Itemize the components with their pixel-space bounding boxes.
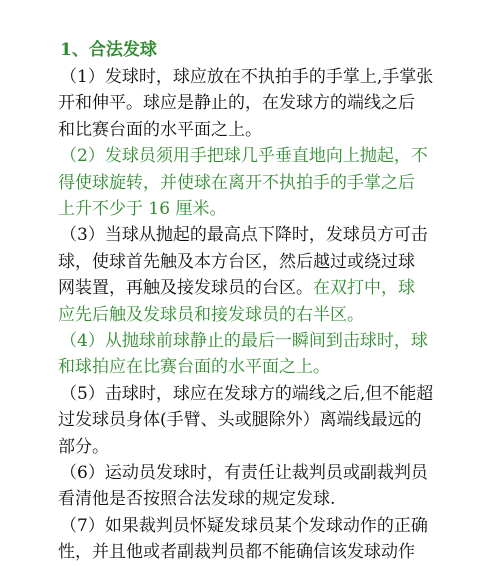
text-segment: 和球拍应在比赛台面的水平面之上。 — [58, 357, 330, 378]
text-line — [58, 539, 415, 565]
text-segment: （4）从抛球前球静止的最后一瞬间到击球时，球 — [60, 331, 428, 351]
text-line — [58, 407, 422, 433]
text-segment: 部分。 — [58, 436, 109, 457]
text-line — [60, 460, 428, 486]
text-line — [58, 90, 415, 116]
text-line — [60, 513, 428, 539]
text-segment: 开和伸平。球应是静止的，在发球方的端线之后 — [58, 93, 415, 114]
text-segment: （6）运动员发球时，有责任让裁判员或副裁判员 — [60, 463, 428, 483]
text-line — [60, 222, 428, 248]
text-line — [58, 486, 335, 512]
text-segment: （3）当球从抛起的最高点下降时，发球员方可击 — [60, 225, 428, 246]
text-line — [58, 434, 109, 460]
text-segment: 球，使球首先触及本方台区，然后越过或绕过球 — [58, 251, 415, 272]
text-segment: 性，并且他或者副裁判员都不能确信该发球动作 — [58, 542, 415, 563]
text-line — [58, 249, 415, 275]
text-line — [58, 302, 364, 328]
text-line — [58, 275, 415, 301]
section-heading: 1、合法发球 — [60, 40, 157, 60]
text-segment: 上升不少于 16 厘米。 — [58, 199, 227, 219]
text-line — [58, 117, 262, 143]
text-segment: （2）发球员须用手把球几乎垂直地向上抛起，不 — [60, 146, 428, 167]
text-segment: 在双打中，球 — [313, 278, 415, 299]
text-segment: （1）发球时，球应放在不执拍手的手掌上,手掌张 — [60, 67, 434, 87]
text-line — [60, 64, 433, 90]
text-line — [58, 170, 415, 196]
text-segment: 网装置，再触及接发球员的台区。 — [58, 278, 313, 299]
text-segment: （7）如果裁判员怀疑发球员某个发球动作的正确 — [60, 515, 428, 536]
text-segment: （5）击球时，球应在发球方的端线之后,但不能超 — [60, 383, 434, 404]
text-line — [60, 143, 428, 169]
text-segment: 看清他是否按照合法发球的规定发球. — [58, 489, 336, 510]
text-line — [58, 354, 330, 380]
text-segment: 应先后触及发球员和接发球员的右半区。 — [58, 304, 364, 325]
text-line — [60, 381, 433, 407]
text-segment: 和比赛台面的水平面之上。 — [58, 119, 262, 140]
text-segment: 过发球员身体(手臂、头或腿除外）离端线最远的 — [58, 410, 422, 431]
text-line — [58, 196, 226, 222]
text-segment: 得使球旋转，并使球在离开不执拍手的手掌之后 — [58, 172, 415, 193]
text-line — [60, 328, 428, 354]
